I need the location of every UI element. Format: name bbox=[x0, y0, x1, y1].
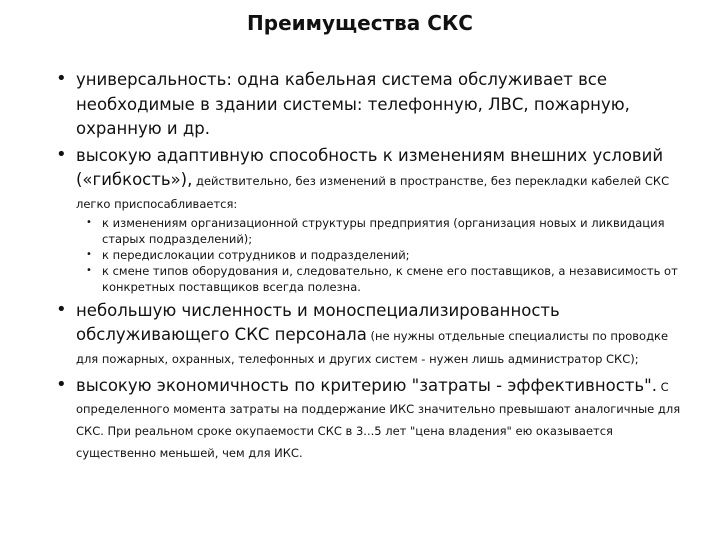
item-lead-text: высокую адаптивную способность к изменениям внешних условий («гибкость»), bbox=[76, 145, 664, 189]
sublist-item bbox=[76, 215, 690, 247]
bullet-icon: • bbox=[86, 248, 92, 260]
bullet-icon: • bbox=[56, 68, 67, 89]
sublist-item-text: к смене типов оборудования и, следовательно, к смене его поставщиков, а независимость от конкретных поставщиков всегда полезна. bbox=[102, 263, 678, 294]
list-item bbox=[50, 68, 690, 142]
bullet-icon: • bbox=[86, 264, 92, 276]
list-item bbox=[50, 144, 690, 295]
item-note-text: (не нужны отдельные специалисты по проводке для пожарных, охранных, телефонных и других систем - нужен лишь администратор СКС); bbox=[76, 329, 669, 366]
bullet-icon: • bbox=[56, 298, 67, 320]
bullet-icon: • bbox=[56, 373, 67, 395]
sublist bbox=[76, 215, 690, 295]
list-item bbox=[50, 299, 690, 370]
item-lead-text: небольшую численность и моноспециализированность обслуживающего СКС персонала bbox=[76, 300, 560, 344]
bullet-icon: • bbox=[56, 143, 67, 165]
sublist-item-text: к изменениям организационной структуры предприятия (организация новых и ликвидация старых подразделений); bbox=[102, 215, 665, 246]
item-lead-text: универсальность: одна кабельная система обслуживает все необходимые в здании системы: телефонную, ЛВС, пожарную, охранную и др. bbox=[76, 70, 630, 138]
sublist-item bbox=[76, 247, 690, 263]
advantages-list bbox=[50, 68, 690, 464]
sublist-item-text: к передислокации сотрудников и подразделений; bbox=[102, 247, 410, 262]
item-note-text: действительно, без изменений в пространстве, без перекладки кабелей СКС легко приспосабливается: bbox=[76, 174, 670, 211]
bullet-icon: • bbox=[86, 216, 92, 228]
item-lead-text: высокую экономичность по критерию "затраты - эффективность". bbox=[76, 375, 657, 395]
item-note-text: С определенного момента затраты на поддержание ИКС значительно превышают аналогичные для СКС. При реальном сроке окупаемости СКС в 3...5 лет "цена владения" ею оказывается существенно меньшей, чем для ИКС. bbox=[76, 379, 681, 460]
list-item bbox=[50, 374, 690, 465]
sublist-item bbox=[76, 263, 690, 295]
page-title: Преимущества СКС bbox=[247, 11, 473, 35]
